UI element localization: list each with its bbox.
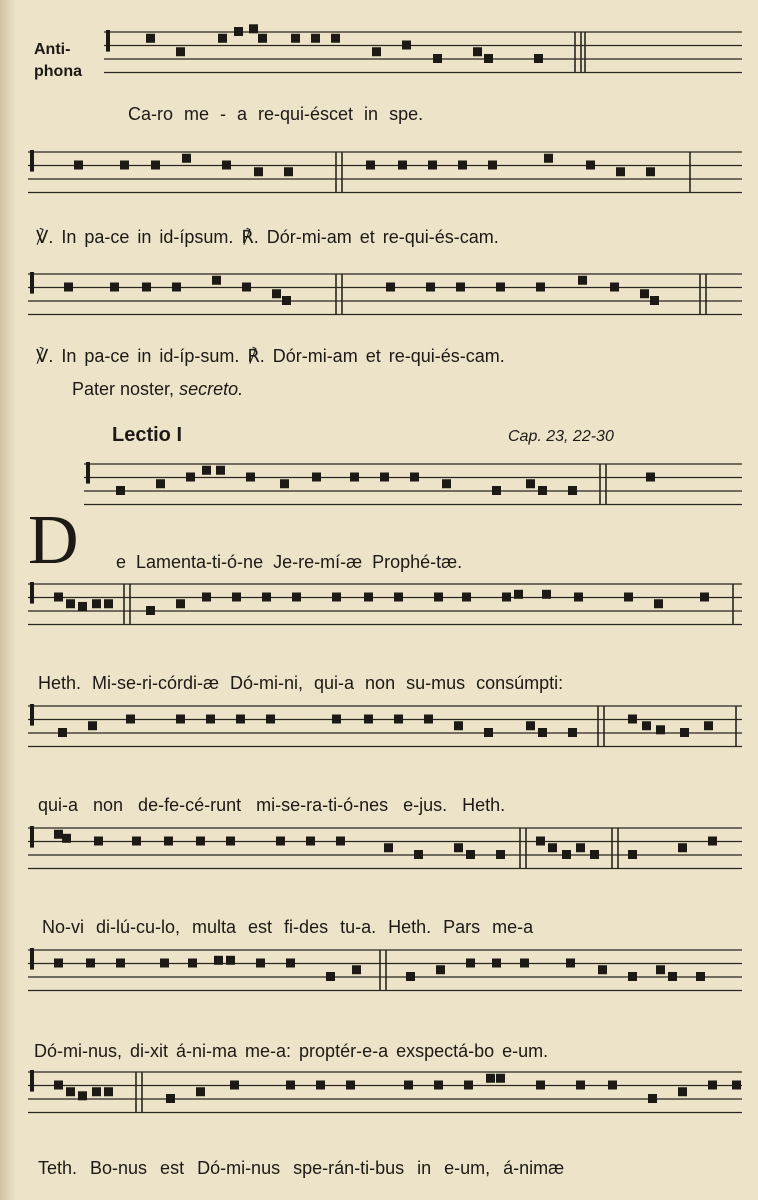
neume-note	[704, 721, 713, 730]
lesson-line-3: qui-a non de-fe-cé-runt mi-se-ra-ti-ó-nes e-jus. Heth.	[38, 795, 506, 815]
neume-note	[578, 276, 587, 285]
neume-note	[212, 276, 221, 285]
neume-note	[226, 956, 235, 965]
neume-note	[188, 959, 197, 968]
neume-note	[182, 154, 191, 163]
neume-note	[372, 47, 381, 56]
neume-note	[496, 283, 505, 292]
neume-note	[696, 972, 705, 981]
neume-note	[484, 54, 493, 63]
neume-note	[488, 161, 497, 170]
neume-note	[650, 296, 659, 305]
lesson-reference: Cap. 23, 22-30	[508, 428, 614, 445]
neume-note	[104, 1087, 113, 1096]
antiphon-label-bottom: phona	[34, 63, 82, 80]
lesson-line-4: No-vi di-lú-cu-lo, multa est fi-des tu-a. Heth. Pars me-a	[42, 917, 534, 937]
neume-note	[232, 593, 241, 602]
neume-note	[654, 599, 663, 608]
rubric-text: Pater noster,	[72, 379, 175, 399]
neume-note	[92, 599, 101, 608]
neume-note	[282, 296, 291, 305]
clef-mark	[106, 30, 110, 52]
neume-note	[206, 715, 215, 724]
neume-note	[364, 593, 373, 602]
neume-note	[258, 34, 267, 43]
neume-note	[92, 1087, 101, 1096]
neume-note	[433, 54, 442, 63]
neume-note	[78, 602, 87, 611]
neume-note	[326, 972, 335, 981]
neume-note	[732, 1081, 741, 1090]
neume-note	[249, 24, 258, 33]
neume-note	[628, 715, 637, 724]
neume-note	[110, 283, 119, 292]
neume-note	[544, 154, 553, 163]
neume-note	[576, 843, 585, 852]
neume-note	[346, 1081, 355, 1090]
neume-note	[502, 593, 511, 602]
neume-note	[202, 466, 211, 475]
neume-note	[126, 715, 135, 724]
neume-note	[142, 283, 151, 292]
neume-note	[336, 837, 345, 846]
neume-note	[66, 1087, 75, 1096]
clef-mark	[30, 150, 34, 172]
neume-note	[386, 283, 395, 292]
neume-note	[484, 728, 493, 737]
neume-note	[266, 715, 275, 724]
neume-note	[426, 283, 435, 292]
neume-note	[538, 486, 547, 495]
neume-note	[64, 283, 73, 292]
versicle-line-2: ℣. In pa-ce in id-íp-sum. ℟. Dór-mi-am et re-qui-és-cam.	[36, 346, 505, 366]
neume-note	[132, 837, 141, 846]
neume-note	[54, 593, 63, 602]
lesson-line-6: Teth. Bo-nus est Dó-mi-nus spe-rán-ti-bus in e-um, á-nimæ	[38, 1158, 565, 1178]
neume-note	[656, 725, 665, 734]
neume-note	[218, 34, 227, 43]
neume-note	[280, 479, 289, 488]
neume-note	[404, 1081, 413, 1090]
neume-note	[642, 721, 651, 730]
neume-note	[436, 965, 445, 974]
neume-note	[548, 843, 557, 852]
neume-note	[196, 1087, 205, 1096]
neume-note	[116, 486, 125, 495]
neume-note	[646, 167, 655, 176]
neume-note	[62, 834, 71, 843]
neume-note	[462, 593, 471, 602]
neume-note	[514, 590, 523, 599]
versicle-line-1: ℣. In pa-ce in id-ípsum. ℟. Dór-mi-am et re-qui-és-cam.	[36, 227, 499, 247]
clef-mark	[30, 582, 34, 604]
neume-note	[88, 721, 97, 730]
neume-note	[410, 473, 419, 482]
neume-note	[54, 830, 63, 839]
neume-note	[214, 956, 223, 965]
neume-note	[332, 715, 341, 724]
neume-note	[166, 1094, 175, 1103]
lesson-line-5: Dó-mi-nus, di-xit á-ni-ma me-a: proptér-e-a exspectá-bo e-um.	[34, 1041, 549, 1061]
neume-note	[292, 593, 301, 602]
neume-note	[276, 837, 285, 846]
neume-note	[54, 959, 63, 968]
neume-note	[104, 599, 113, 608]
neume-note	[54, 1081, 63, 1090]
neume-note	[222, 161, 231, 170]
lesson-title: Lectio I	[112, 424, 183, 446]
neume-note	[366, 161, 375, 170]
neume-note	[646, 473, 655, 482]
neume-note	[272, 289, 281, 298]
neume-note	[434, 593, 443, 602]
neume-note	[66, 599, 75, 608]
neume-note	[316, 1081, 325, 1090]
neume-note	[542, 590, 551, 599]
rubric-line	[72, 378, 243, 400]
neume-note	[186, 473, 195, 482]
neume-note	[668, 972, 677, 981]
neume-note	[562, 850, 571, 859]
drop-cap-initial: D	[28, 502, 79, 579]
neume-note	[86, 959, 95, 968]
neume-note	[312, 473, 321, 482]
neume-note	[454, 721, 463, 730]
neume-note	[473, 47, 482, 56]
neume-note	[538, 728, 547, 737]
neume-note	[628, 850, 637, 859]
antiphon-text: Ca-ro me - a re-qui-éscet in spe.	[128, 104, 424, 124]
neume-note	[466, 959, 475, 968]
neume-note	[74, 161, 83, 170]
neume-note	[380, 473, 389, 482]
neume-note	[311, 34, 320, 43]
neume-note	[526, 721, 535, 730]
neume-note	[700, 593, 709, 602]
neume-note	[492, 959, 501, 968]
neume-note	[286, 959, 295, 968]
rubric-italic: secreto.	[179, 379, 244, 399]
lesson-line-1: e Lamenta-ti-ó-ne Je-re-mí-æ Prophé-tæ.	[116, 552, 463, 572]
neume-note	[364, 715, 373, 724]
neume-note	[202, 593, 211, 602]
neume-note	[492, 486, 501, 495]
neume-note	[236, 715, 245, 724]
clef-mark	[86, 462, 90, 484]
neume-note	[156, 479, 165, 488]
clef-mark	[30, 1070, 34, 1092]
antiphon-label-top: Anti-	[34, 41, 71, 58]
neume-note	[608, 1081, 617, 1090]
neume-note	[286, 1081, 295, 1090]
neume-note	[146, 606, 155, 615]
neume-note	[151, 161, 160, 170]
neume-note	[534, 54, 543, 63]
neume-note	[526, 479, 535, 488]
clef-mark	[30, 826, 34, 848]
neume-note	[254, 167, 263, 176]
neume-note	[648, 1094, 657, 1103]
neume-note	[242, 283, 251, 292]
neume-note	[566, 959, 575, 968]
neume-note	[78, 1091, 87, 1100]
neume-note	[306, 837, 315, 846]
neume-note	[176, 47, 185, 56]
neume-note	[291, 34, 300, 43]
neume-note	[164, 837, 173, 846]
lesson-line-2: Heth. Mi-se-ri-córdi-æ Dó-mi-ni, qui-a non su-mus consúmpti:	[38, 673, 564, 693]
neume-note	[434, 1081, 443, 1090]
neume-note	[496, 1074, 505, 1083]
neume-note	[678, 1087, 687, 1096]
neume-note	[536, 283, 545, 292]
neume-note	[424, 715, 433, 724]
neume-note	[454, 843, 463, 852]
neume-note	[394, 715, 403, 724]
neume-note	[160, 959, 169, 968]
neume-note	[624, 593, 633, 602]
neume-note	[466, 850, 475, 859]
neume-note	[708, 837, 717, 846]
neume-note	[628, 972, 637, 981]
neume-note	[284, 167, 293, 176]
neume-note	[176, 715, 185, 724]
neume-note	[464, 1081, 473, 1090]
neume-note	[536, 837, 545, 846]
neume-note	[520, 959, 529, 968]
neume-note	[331, 34, 340, 43]
neume-note	[332, 593, 341, 602]
neume-note	[394, 593, 403, 602]
neume-note	[94, 837, 103, 846]
neume-note	[586, 161, 595, 170]
clef-mark	[30, 948, 34, 970]
neume-note	[616, 167, 625, 176]
neume-note	[230, 1081, 239, 1090]
neume-note	[678, 843, 687, 852]
neume-note	[656, 965, 665, 974]
neume-note	[590, 850, 599, 859]
neume-note	[402, 41, 411, 50]
neume-note	[120, 161, 129, 170]
neume-note	[568, 486, 577, 495]
neume-note	[458, 161, 467, 170]
neume-note	[442, 479, 451, 488]
neume-note	[708, 1081, 717, 1090]
neume-note	[456, 283, 465, 292]
neume-note	[428, 161, 437, 170]
neume-note	[352, 965, 361, 974]
neume-note	[384, 843, 393, 852]
neume-note	[576, 1081, 585, 1090]
neume-note	[680, 728, 689, 737]
neume-note	[350, 473, 359, 482]
neume-note	[414, 850, 423, 859]
neume-note	[196, 837, 205, 846]
neume-note	[234, 27, 243, 36]
neume-note	[536, 1081, 545, 1090]
neume-note	[172, 283, 181, 292]
neume-note	[176, 599, 185, 608]
neume-note	[598, 965, 607, 974]
clef-mark	[30, 704, 34, 726]
neume-note	[116, 959, 125, 968]
neume-note	[610, 283, 619, 292]
neume-note	[146, 34, 155, 43]
neume-note	[496, 850, 505, 859]
neume-note	[58, 728, 67, 737]
neume-note	[256, 959, 265, 968]
neume-note	[574, 593, 583, 602]
neume-note	[216, 466, 225, 475]
neume-note	[406, 972, 415, 981]
neume-note	[226, 837, 235, 846]
neume-note	[246, 473, 255, 482]
neume-note	[262, 593, 271, 602]
neume-note	[398, 161, 407, 170]
neume-note	[640, 289, 649, 298]
clef-mark	[30, 272, 34, 294]
neume-note	[486, 1074, 495, 1083]
neume-note	[568, 728, 577, 737]
